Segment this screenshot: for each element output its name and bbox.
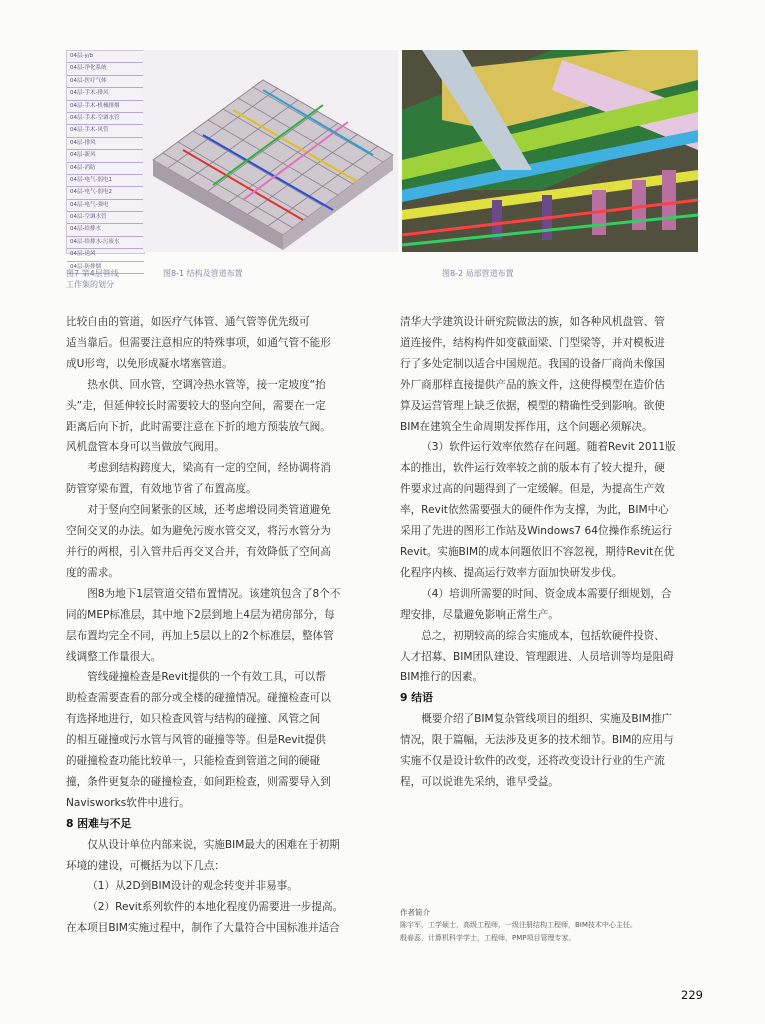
text-line: 化程序内核、提高运行效率方面加快研发步伐。 [400,566,623,579]
workset-legend-item: 04层-手术-风管 [67,125,144,137]
figure-7-workset-legend [66,50,145,270]
figure-8-1-structure-pipes [143,50,398,252]
text-line: 适当靠后。但需要注意相应的特殊事项，如通气管不能形 [66,336,331,349]
section-heading-8: 8 困难与不足 [66,816,132,830]
text-line: 成U形弯，以免形成凝水堵塞管道。 [66,357,233,370]
text-line: 图8为地下1层管道交错布置情况。该建筑包含了8个不 [87,587,341,600]
text-line: 的相互碰撞或污水管与风管的碰撞等等。但是Revit提供 [66,734,326,747]
text-line: 管线碰撞检查是Revit提供的一个有效工具，可以帮 [87,671,326,684]
figure-8-2-caption: 图8-2 局部管道布置 [442,269,514,278]
page-number: 229 [681,988,703,1002]
workset-legend-item: 04层-排风 [67,138,144,150]
text-line: 考虑到结构跨度大，梁高有一定的空间，经协调将消 [87,462,331,475]
workset-legend-item: 04层-净化系统 [67,63,144,75]
text-line: 助检查需要查看的部分或全楼的碰撞情况。碰撞检查可以 [66,692,331,705]
author-bio-line: 殷春蕊，计算机科学学士，工程师，PMP项目管理专家。 [400,934,576,942]
text-line: BIM推行的因素。 [400,671,484,684]
text-line: （3）软件运行效率依然存在问题。随着Revit 2011版 [421,441,676,454]
text-line: Navisworks软件中进行。 [66,796,190,809]
text-line: 概要介绍了BIM复杂管线项目的组织、实施及BIM推广 [421,713,673,726]
figure-8-1-caption: 图8-1 结构及管道布置 [163,269,243,278]
paragraph [66,312,392,375]
text-line: 程，可以说谁先采纳，谁早受益。 [400,775,559,788]
paragraph [66,458,392,500]
text-line: 风机盘管本身可以当做放气阀用。 [66,441,225,454]
text-line: （1）从2D到BIM设计的观念转变并非易事。 [87,880,298,893]
right-column [400,312,702,793]
paragraph [400,626,702,689]
workset-legend-item: 04层-电气-强电 [67,200,144,212]
workset-legend-item: 04层-给排水 [67,224,144,236]
text-line: 热水供、回水管，空调冷热水管等，接一定坡度“抬 [87,378,326,391]
workset-legend-item: 04层-医疗气体 [67,76,144,88]
section-heading-9: 9 结语 [400,691,433,705]
paragraph [66,500,392,584]
workset-legend-item: 04层-手术-机械排烟 [67,101,144,113]
text-line: 并行的两根，引入管井后再交叉合并，有效降低了空间高 [66,545,331,558]
text-line: 件要求过高的问题得到了一定缓解。但是，为提高生产效 [400,483,665,496]
paragraph [400,709,702,793]
bim-pipe-detail-image [402,50,698,252]
text-line: 清华大学建筑设计研究院做法的族，如各种风机盘管、管 [400,316,665,328]
text-line: 理安排，尽量避免影响正常生产。 [400,608,559,621]
text-line: 本的推出，软件运行效率较之前的版本有了较大提升，硬 [400,462,665,475]
text-line: 环境的建设，可概括为以下几点： [66,859,225,872]
text-line: 人才招募、BIM团队建设、管理跟进、人员培训等均是阻碍 [400,650,674,663]
figure-8-2-local-pipe-layout [402,50,698,252]
paragraph [66,375,392,459]
text-line: 度的需求。 [66,566,119,579]
text-line: 采用了先进的图形工作站及Windows7 64位操作系统运行 [400,525,673,538]
text-line: 实施不仅是设计软件的改变，还将改变设计行业的生产流 [400,755,665,768]
workset-legend-item: 04层-防排烟 [67,262,144,274]
paragraph [66,835,392,877]
workset-legend-item: 04层-y/b [67,51,144,63]
text-line: 层布置均完全不同，再加上5层以上的2个标准层，整体管 [66,629,334,642]
workset-legend-item: 04层-手术-空调水管 [67,113,144,125]
text-line: （4）培训所需要的时间、资金成本需要仔细规划，合 [421,587,672,600]
author-bio-line: 陈宇军，工学硕士，高级工程师，一级注册结构工程师，BIM技术中心主任。 [400,921,637,929]
text-line: 防管穿梁布置，有效地节省了布置高度。 [66,483,257,496]
text-line: 外厂商那样直接提供产品的族文件，这使得模型在造价估 [400,378,665,391]
text-line: 的碰撞检查功能比较单一，只能检查到管道之间的硬碰 [66,755,321,768]
text-line: 头”走，但延伸较长时需要较大的竖向空间，需要在一定 [66,399,326,412]
paragraph [66,584,392,668]
text-line: 总之，初期较高的综合实施成本，包括软硬件投资、 [421,629,665,642]
workset-legend-item: 04层-手术-排风 [67,88,144,100]
text-line: 比较自由的管道，如医疗气体管、通气管等优先级可 [66,316,310,328]
paragraph [66,897,392,939]
text-line: 情况，限于篇幅，无法涉及更多的技术细节。BIM的应用与 [400,734,674,747]
text-line: 率，Revit依然需要强大的硬件作为支撑，为此，BIM中心 [400,504,669,517]
paragraph [66,876,392,897]
text-line: 道连接件，结构构件如变截面梁、门型梁等，并对模板进 [400,336,665,349]
text-line: Revit。实施BIM的成本问题依旧不容忽视，期待Revit在优 [400,545,675,558]
text-line: （2）Revit系列软件的本地化程度仍需要进一步提高。 [87,901,344,914]
text-line: 有选择地进行，如只检查风管与结构的碰撞、风管之间 [66,713,321,726]
workset-legend-item: 04层-空调水管 [67,212,144,224]
workset-legend-item: 04层-给排水-污废水 [67,237,144,249]
bim-model-overview-image [143,50,398,252]
author-bio [400,906,705,945]
paragraph [66,667,392,813]
text-line: 同的MEP标准层，其中地下2层到地上4层为裙房部分，每 [66,608,335,621]
text-line: 线调整工作量很大。 [66,650,162,663]
text-line: 距离后向下折，此时需要注意在下折的地方预装放气阀。 [66,420,331,433]
author-bio-title: 作者简介 [400,908,430,917]
text-line: 在本项目BIM实施过程中，制作了大量符合中国标准并适合 [66,922,340,935]
paragraph [400,584,702,626]
text-line: 仅从设计单位内部来说，实施BIM最大的困难在于初期 [87,838,340,851]
figure-7-caption: 图7 第4层管线 工作集的划分 [66,269,119,289]
workset-legend-item: 04层-新风 [67,150,144,162]
workset-legend-item: 04层-电气-弱电2 [67,187,144,199]
workset-legend-item: 04层-消防 [67,163,144,175]
workset-legend-item: 04层-送风 [67,249,144,261]
text-line: 撞，条件更复杂的碰撞检查，如间距检查，则需要导入到 [66,775,331,788]
text-line: 行了多处定制以适合中国规范。我国的设备厂商尚未像国 [400,357,665,370]
text-line: 算及运营管理上缺乏依据，模型的精确性受到影响。欲使 [400,399,665,412]
paragraph [400,437,702,583]
text-line: BIM在建筑全生命周期发挥作用，这个问题必须解决。 [400,420,653,433]
paragraph [400,312,702,437]
text-line: 空间交叉的办法。如为避免污废水管交叉，将污水管分为 [66,525,331,538]
left-column [66,312,392,939]
workset-legend-item: 04层-电气-弱电1 [67,175,144,187]
text-line: 对于竖向空间紧张的区域，还考虑增设同类管道避免 [87,504,331,517]
